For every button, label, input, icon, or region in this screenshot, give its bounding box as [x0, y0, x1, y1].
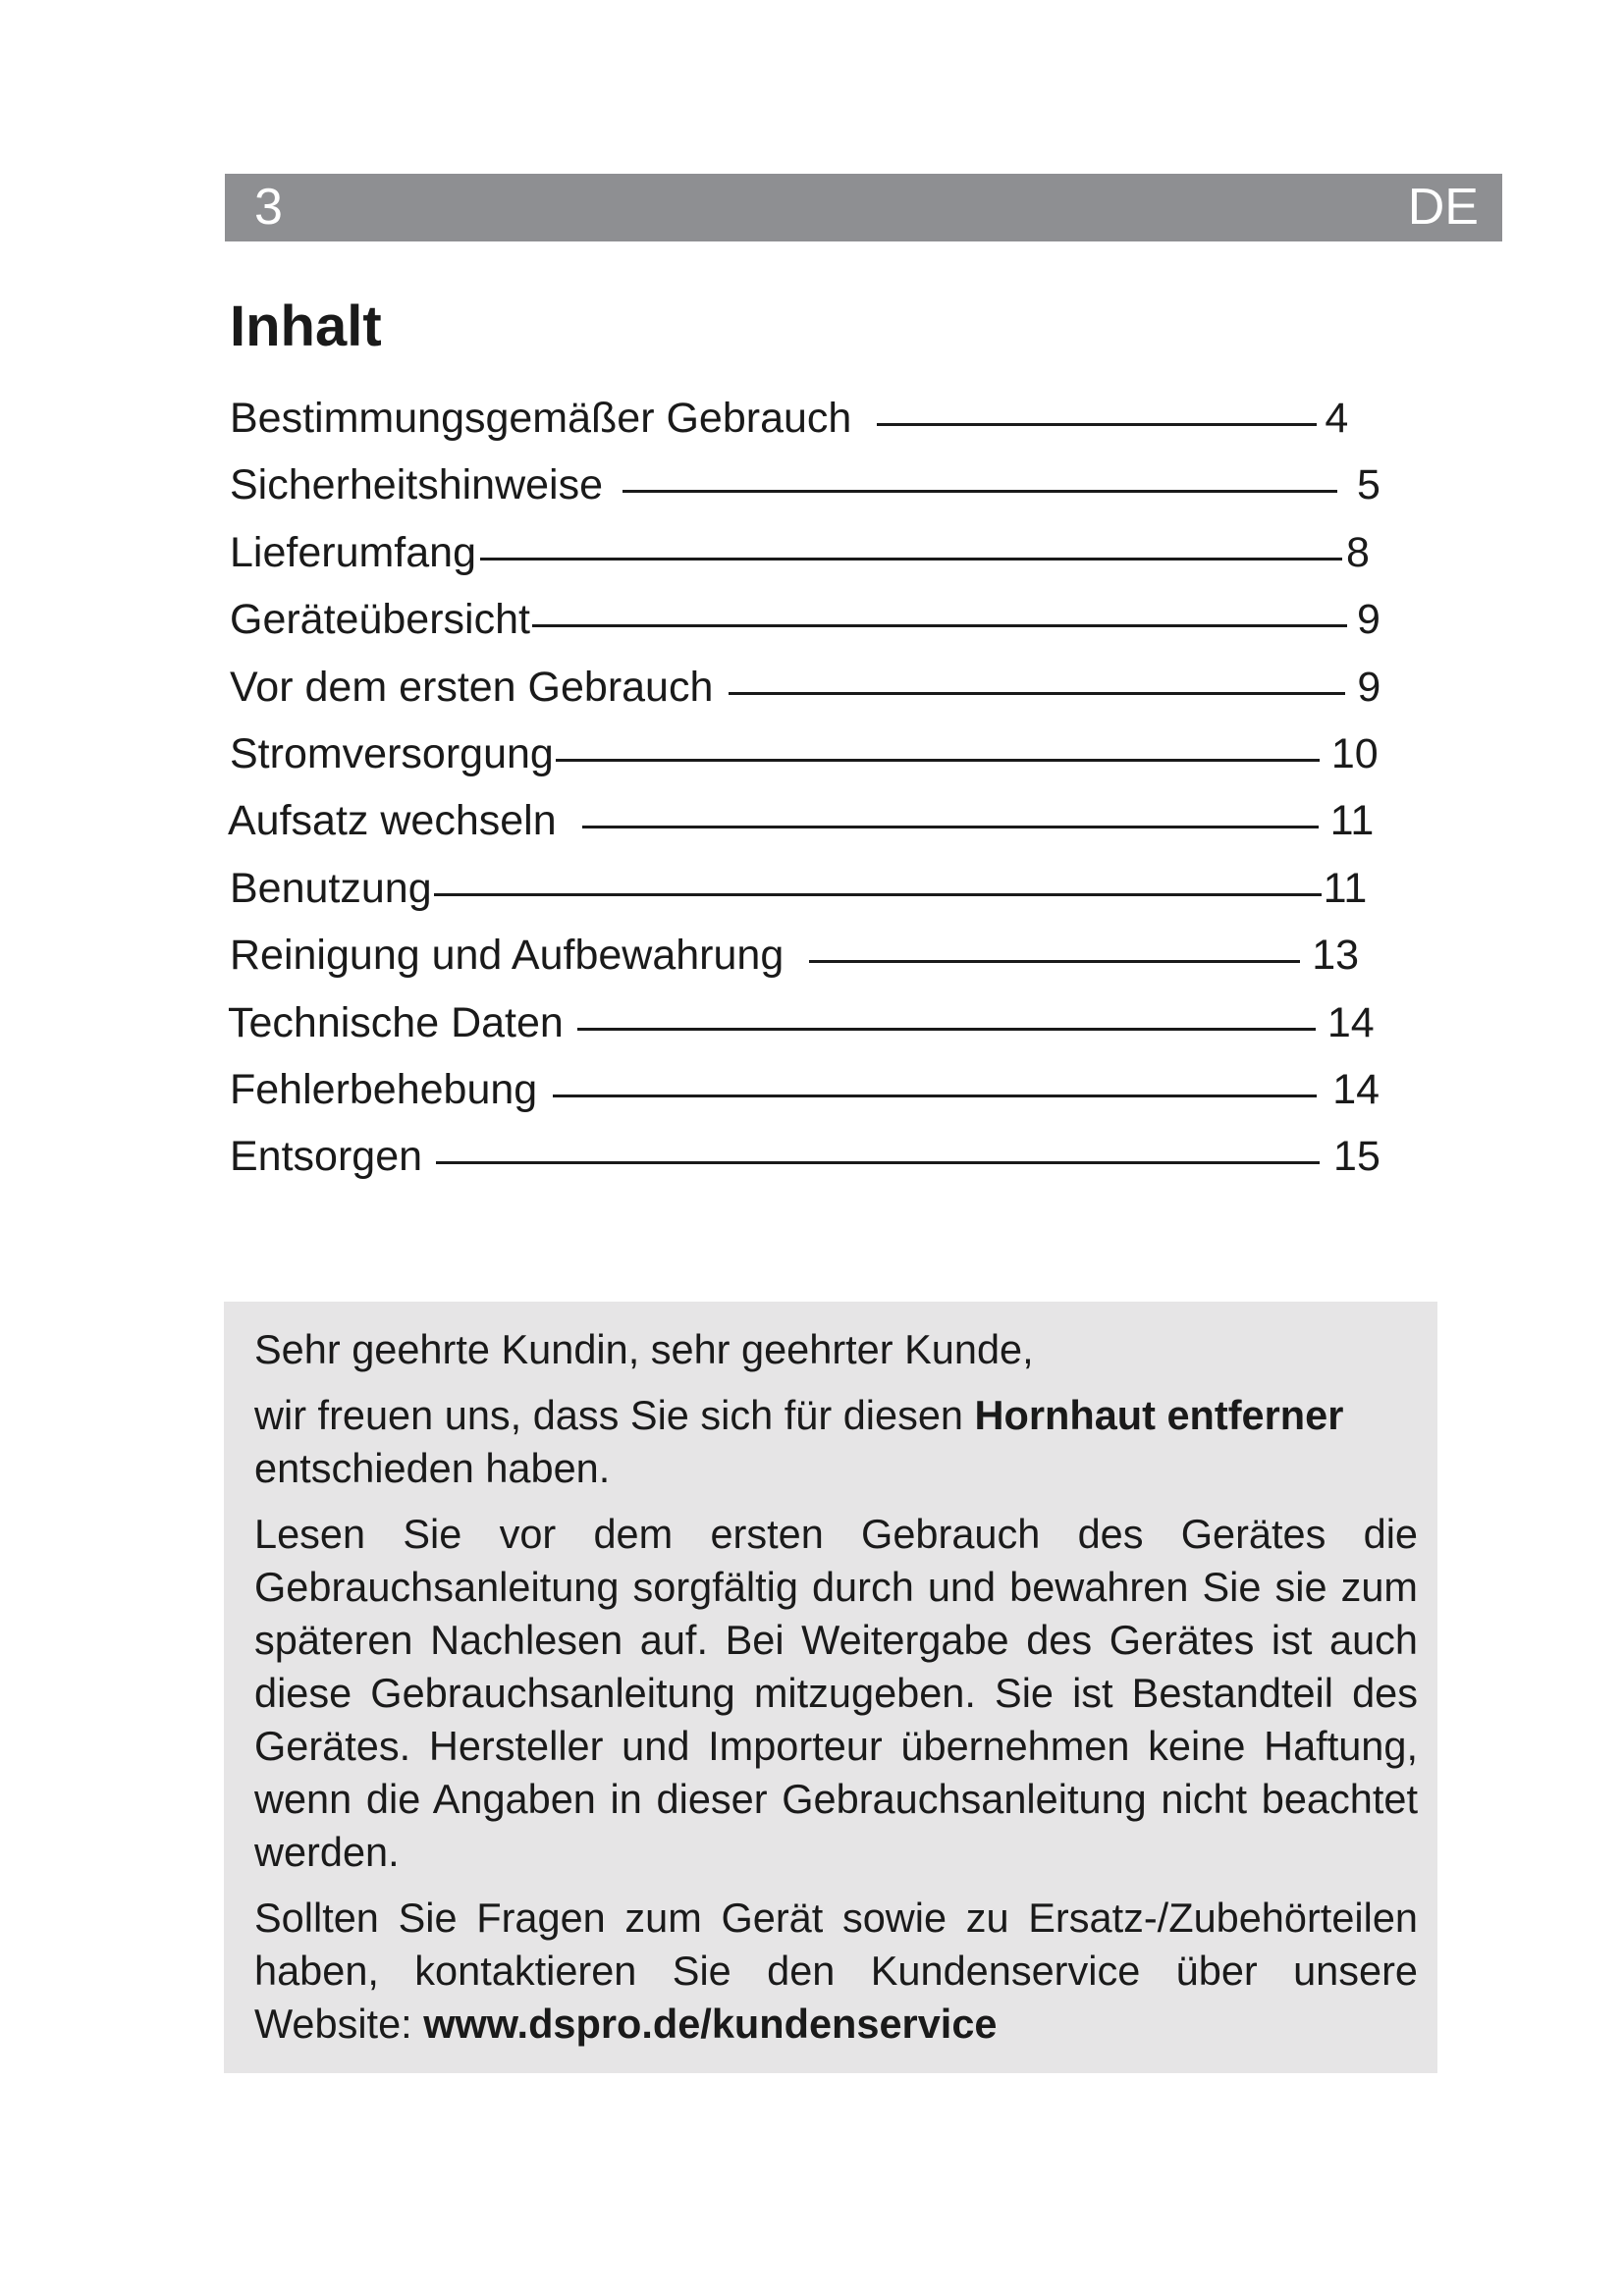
thanks-paragraph [254, 1389, 1418, 1495]
toc-entry-page: 11 [1323, 864, 1368, 912]
greeting: Sehr geehrte Kundin, sehr geehrter Kunde, [254, 1326, 1034, 1372]
toc-leader-line [809, 960, 1300, 963]
toc-entry-page: 9 [1357, 663, 1381, 711]
toc-leader-line [436, 1161, 1320, 1164]
toc-entry[interactable] [228, 787, 1406, 854]
toc-entry-label: Entsorgen [230, 1133, 423, 1181]
toc-entry[interactable] [228, 1123, 1406, 1190]
table-of-contents [228, 385, 1406, 1191]
toc-leader-line [434, 893, 1322, 896]
toc-entry-label: Sicherheitshinweise [230, 461, 604, 509]
toc-entry-label: Lieferumfang [230, 528, 476, 576]
toc-entry[interactable] [228, 1056, 1406, 1123]
toc-entry[interactable] [228, 721, 1406, 787]
toc-leader-line [623, 490, 1337, 493]
toc-entry-label: Vor dem ersten Gebrauch [230, 663, 714, 711]
toc-entry-page: 10 [1330, 729, 1379, 777]
contact-text: Sollten Sie Fragen zum Gerät sowie zu Ersatz-/Zubehörteilen haben, kontaktieren Sie den Kundenservice über unsere Website: [254, 1895, 1418, 2047]
toc-leader-line [556, 759, 1320, 762]
toc-entry-page: 5 [1357, 461, 1380, 509]
toc-entry-label: Geräteübersicht [230, 596, 530, 644]
product-name: Hornhaut entferner [974, 1392, 1344, 1438]
thanks-text-start: wir freuen uns, dass Sie sich für diesen [254, 1392, 975, 1438]
contact-paragraph [254, 1892, 1418, 2051]
language-code: DE [1407, 179, 1479, 236]
toc-entry[interactable] [228, 654, 1406, 721]
toc-leader-line [582, 826, 1319, 828]
toc-entry-label: Aufsatz wechseln [228, 797, 557, 845]
toc-entry[interactable] [228, 989, 1406, 1056]
toc-entry-page: 11 [1329, 797, 1375, 845]
intro-box [224, 1302, 1437, 2073]
toc-entry-label: Bestimmungsgemäßer Gebrauch [230, 395, 852, 442]
toc-entry[interactable] [228, 452, 1406, 518]
toc-leader-line [480, 558, 1342, 561]
website-link[interactable]: www.dspro.de/kundenservice [423, 2001, 998, 2047]
toc-entry-page: 13 [1312, 932, 1360, 980]
page-number: 3 [254, 179, 283, 236]
toc-entry-page: 9 [1356, 596, 1380, 644]
toc-entry[interactable] [228, 922, 1406, 988]
toc-entry-page: 14 [1326, 998, 1375, 1046]
toc-entry-label: Stromversorgung [230, 729, 554, 777]
toc-leader-line [729, 692, 1345, 695]
toc-entry[interactable] [228, 586, 1406, 653]
toc-leader-line [532, 624, 1347, 627]
toc-entry-label: Technische Daten [228, 998, 564, 1046]
toc-entry-label: Fehlerbehebung [230, 1065, 538, 1113]
toc-entry-label: Benutzung [230, 864, 432, 912]
toc-leader-line [877, 423, 1317, 426]
thanks-text-end: entschieden haben. [254, 1445, 611, 1491]
page-header-bar [225, 174, 1502, 241]
toc-leader-line [577, 1028, 1316, 1031]
toc-entry-page: 4 [1325, 395, 1349, 442]
toc-entry-page: 8 [1346, 528, 1370, 576]
toc-leader-line [553, 1095, 1317, 1097]
instructions-paragraph: Lesen Sie vor dem ersten Gebrauch des Gerätes die Gebrauchsanleitung sorgfältig durch und bewahren Sie sie zum späteren Nachlesen auf. Bei Weitergabe des Gerätes ist auch diese Gebrauchsanleitung mitzugeben. Sie ist Bestandteil des Gerätes. Hersteller und Importeur übernehmen keine Haftung, wenn die Angaben in dieser Gebrauchsanleitung nicht beachtet werden. [254, 1511, 1418, 1875]
toc-entry-page: 15 [1333, 1133, 1380, 1181]
toc-entry[interactable] [228, 855, 1406, 922]
toc-entry[interactable] [228, 519, 1406, 586]
toc-title: Inhalt [230, 294, 382, 358]
toc-entry-page: 14 [1332, 1065, 1380, 1113]
toc-entry[interactable] [228, 385, 1406, 452]
toc-entry-label: Reinigung und Aufbewahrung [230, 932, 785, 980]
